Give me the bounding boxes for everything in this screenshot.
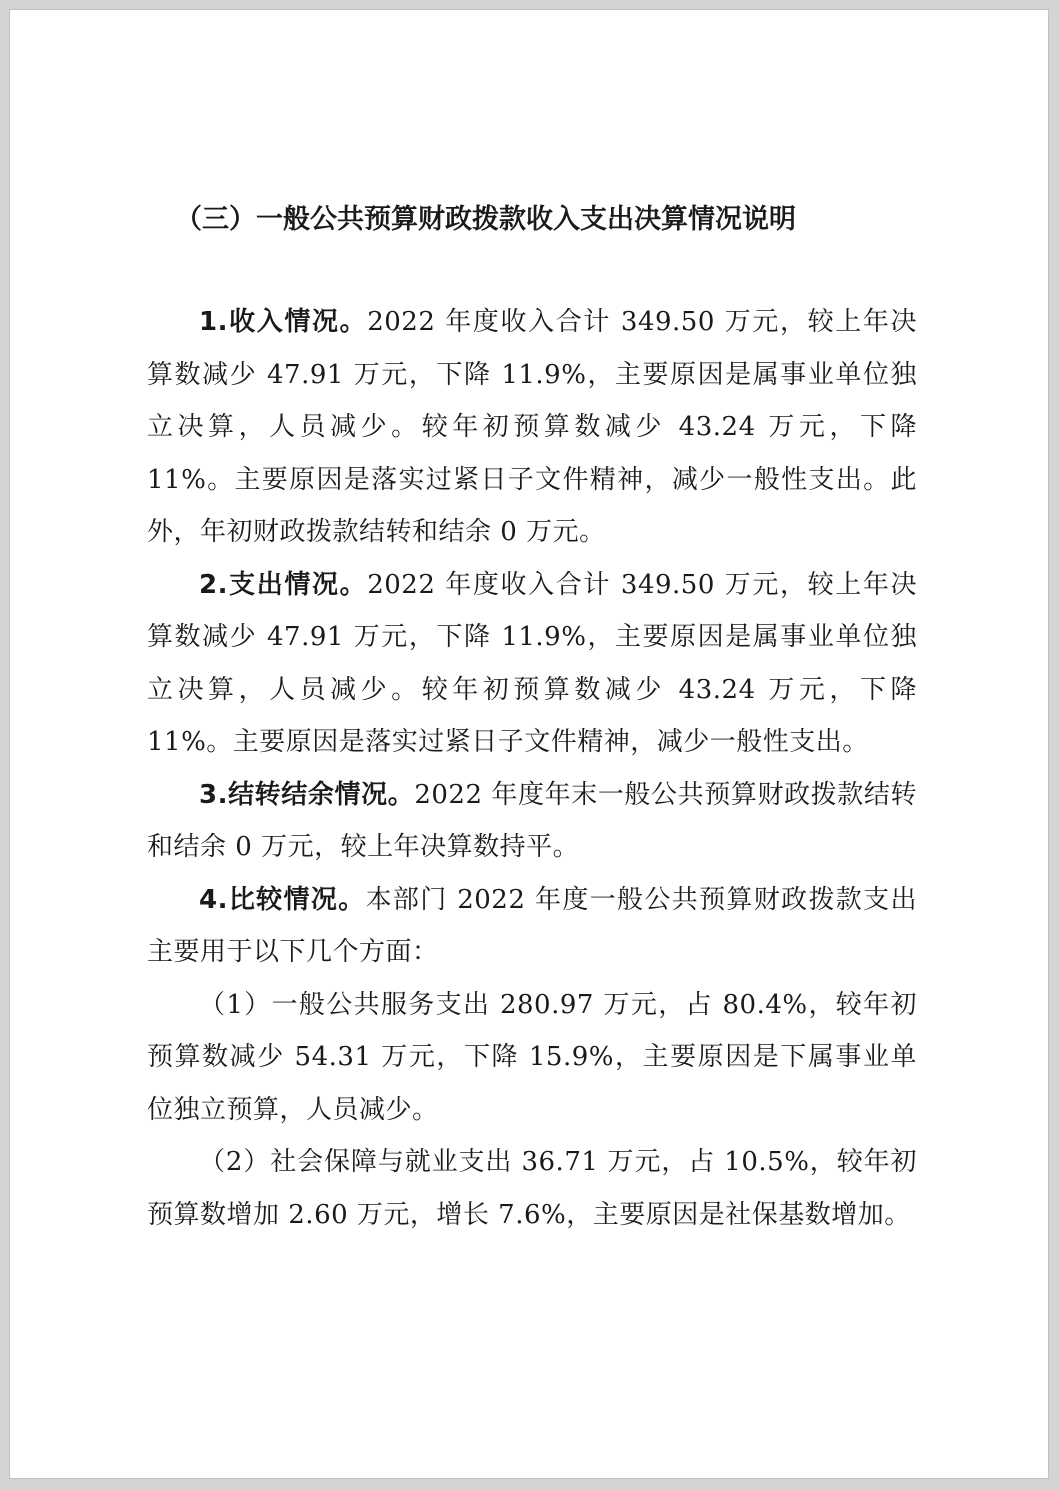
carryover-lead: 3.结转结余情况。 (199, 779, 415, 810)
section-heading: （三）一般公共预算财政拨款收入支出决算情况说明 (175, 204, 796, 235)
paragraph-expenditure (147, 559, 917, 769)
paragraph-income (147, 296, 917, 559)
paragraph-carryover (147, 769, 917, 874)
expenditure-text: 2022 年度收入合计 349.50 万元，较上年决算数减少 47.91 万元，下降 11.9%，主要原因是属事业单位独立决算，人员减少。较年初预算数减少 43.24 万元，下降 11%。主要原因是落实过紧日子文件精神，减少一般性支出。 (147, 569, 918, 757)
list-item-social-security: （2）社会保障与就业支出 36.71 万元，占 10.5%，较年初预算数增加 2.60 万元，增长 7.6%，主要原因是社保基数增加。 (147, 1147, 917, 1230)
document-page (9, 9, 1049, 1479)
income-lead: 1.收入情况。 (199, 307, 368, 337)
income-text: 2022 年度收入合计 349.50 万元，较上年决算数减少 47.91 万元，下降 11.9%，主要原因是属事业单位独立决算，人员减少。较年初预算数减少 43.24 万元，下降 11%。主要原因是落实过紧日子文件精神，减少一般性支出。此外，年初财政拨款结转和结余 0 万元。 (147, 307, 918, 547)
paragraph-comparison (147, 874, 917, 979)
list-item-general-public-services: （1）一般公共服务支出 280.97 万元，占 80.4%，较年初预算数减少 54.31 万元，下降 15.9%，主要原因是下属事业单位独立预算，人员减少。 (147, 989, 917, 1125)
comparison-lead: 4.比较情况。 (199, 884, 366, 915)
comparison-text: 本部门 2022 年度一般公共预算财政拨款支出主要用于以下几个方面： (147, 884, 918, 967)
document-content (147, 200, 917, 1241)
expenditure-lead: 2.支出情况。 (199, 569, 368, 600)
carryover-text: 2022 年度年末一般公共预算财政拨款结转和结余 0 万元，较上年决算数持平。 (147, 779, 918, 862)
